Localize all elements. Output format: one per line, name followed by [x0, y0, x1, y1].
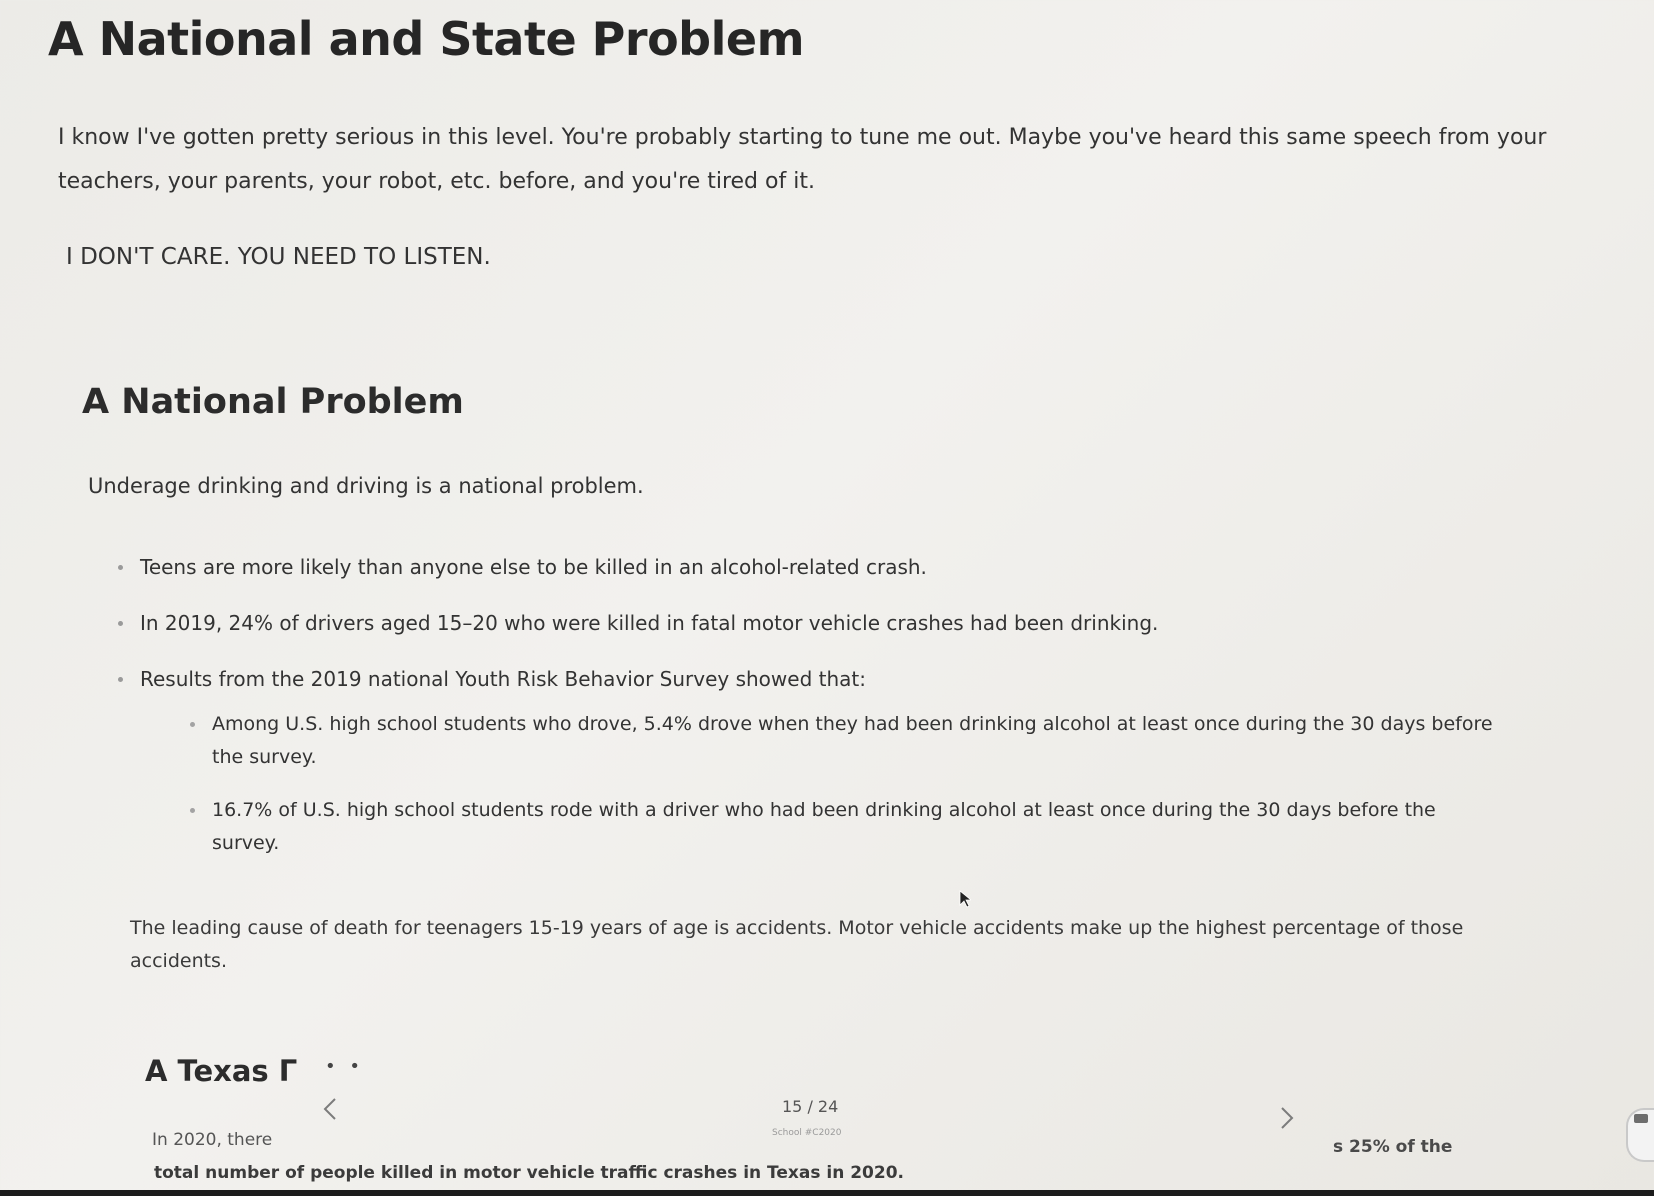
intro-paragraph: I know I've gotten pretty serious in this level. You're probably starting to tune me out. Maybe you've heard this same speech from your teachers, your parents, your robot, etc. before, and you're tired of it. [58, 125, 1547, 194]
texas-problem-heading: A Texas Γ [145, 1054, 298, 1088]
pager-caption: School #C2020 [772, 1128, 842, 1138]
previous-page-button[interactable] [323, 1097, 337, 1121]
texas-text-right-fragment: s 25% of the [1333, 1137, 1453, 1157]
sub-bullet-drove-drinking: Among U.S. high school students who drove, 5.4% drove when they had been drinking alcohol at least once during the 30 days before the survey. [190, 708, 1498, 774]
loading-dots: • • [325, 1056, 364, 1077]
national-problem-heading: A National Problem [82, 382, 464, 422]
national-lead-text: Underage drinking and driving is a national problem. [88, 474, 644, 498]
page-counter: 15 / 24 [782, 1097, 839, 1116]
texas-text-bottom-line: total number of people killed in motor vehicle traffic crashes in Texas in 2020. [154, 1163, 905, 1183]
mouse-cursor-icon [959, 890, 971, 908]
chevron-right-icon [1280, 1106, 1294, 1130]
bullet-yrbs-results [118, 664, 1498, 860]
bullet-teens-killed: Teens are more likely than anyone else to be killed in an alcohol-related crash. [118, 552, 1498, 582]
leading-cause-paragraph: The leading cause of death for teenagers 15-19 years of age is accidents. Motor vehicle accidents make up the highest percentage of those accidents. [130, 917, 1464, 972]
yrbs-sub-list [140, 708, 1498, 860]
texas-text-left-fragment: In 2020, there [152, 1130, 273, 1150]
screen-bottom-edge [0, 1190, 1654, 1196]
bullet-yrbs-label: Results from the 2019 national Youth Risk Behavior Survey showed that: [140, 667, 866, 691]
emphasis-statement: I DON'T CARE. YOU NEED TO LISTEN. [66, 244, 491, 270]
bullet-2019-drivers: In 2019, 24% of drivers aged 15–20 who were killed in fatal motor vehicle crashes had been drinking. [118, 608, 1498, 638]
national-bullet-list [118, 552, 1498, 886]
page-title: A National and State Problem [48, 12, 805, 66]
chevron-left-icon [323, 1097, 337, 1121]
next-page-button[interactable] [1280, 1106, 1294, 1130]
side-panel-handle-icon [1634, 1114, 1648, 1123]
sub-bullet-rode-with-driver: 16.7% of U.S. high school students rode with a driver who had been drinking alcohol at least once during the 30 days before the survey. [190, 794, 1498, 860]
